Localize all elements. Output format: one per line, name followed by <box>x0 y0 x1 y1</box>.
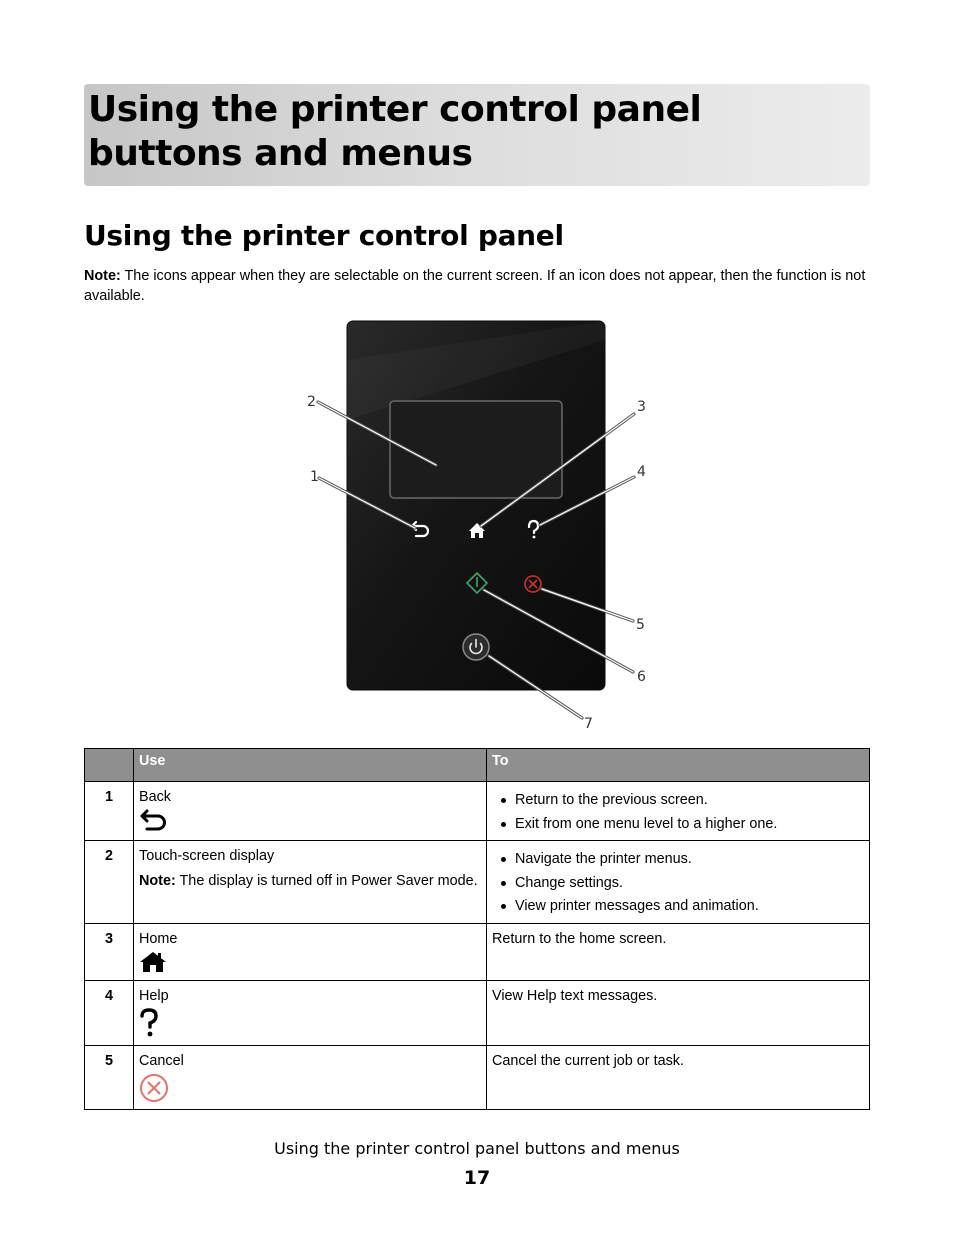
to-cell: Cancel the current job or task. <box>487 1045 870 1109</box>
callout-3: 3 <box>637 399 646 415</box>
home-icon <box>139 951 167 973</box>
header-num <box>85 749 134 782</box>
table-row <box>85 980 870 1045</box>
use-cell <box>134 1045 487 1109</box>
page-number: 17 <box>463 1167 491 1189</box>
header-to: To <box>487 749 870 782</box>
use-cell <box>134 923 487 980</box>
row-number: 2 <box>85 841 134 924</box>
chapter-title: Using the printer control panel buttons and menus <box>88 89 702 174</box>
touch-screen-display[interactable] <box>390 401 562 498</box>
back-icon <box>139 809 169 831</box>
callout-4: 4 <box>637 464 646 480</box>
callout-5: 5 <box>636 617 645 633</box>
use-label: Touch-screen display <box>139 848 275 864</box>
cancel-icon <box>139 1073 169 1103</box>
intro-note <box>84 266 874 306</box>
to-cell <box>487 782 870 841</box>
button-reference-table <box>84 748 870 1110</box>
header-use: Use <box>134 749 487 782</box>
use-label: Back <box>139 789 171 805</box>
list-item: Exit from one menu level to a higher one. <box>492 813 864 837</box>
use-cell <box>134 782 487 841</box>
callout-1: 1 <box>310 469 319 485</box>
callout-6: 6 <box>637 669 646 685</box>
use-label: Home <box>139 930 178 947</box>
power-icon[interactable] <box>463 634 489 660</box>
use-label: Help <box>139 987 169 1004</box>
row-note-label: Note: <box>139 873 176 889</box>
callout-2: 2 <box>307 394 316 410</box>
row-number: 5 <box>85 1045 134 1109</box>
table-row <box>85 841 870 924</box>
control-panel-figure <box>300 318 660 736</box>
footer-title: Using the printer control panel buttons and menus <box>274 1139 680 1158</box>
table-header-row <box>85 749 870 782</box>
row-number: 4 <box>85 980 134 1045</box>
table-row <box>85 782 870 841</box>
row-number: 3 <box>85 923 134 980</box>
list-item: View printer messages and animation. <box>492 895 864 919</box>
note-label: Note: <box>84 268 121 284</box>
use-label: Cancel <box>139 1052 184 1069</box>
use-cell <box>134 980 487 1045</box>
list-item: Navigate the printer menus. <box>492 848 864 872</box>
table-row <box>85 923 870 980</box>
row-number: 1 <box>85 782 134 841</box>
to-cell: Return to the home screen. <box>487 923 870 980</box>
table-row <box>85 1045 870 1109</box>
section-title: Using the printer control panel <box>84 219 564 252</box>
callout-7: 7 <box>584 716 593 732</box>
to-cell <box>487 841 870 924</box>
note-text: The icons appear when they are selectable on the current screen. If an icon does not appear, then the function is not available. <box>84 268 866 304</box>
row-note <box>139 871 481 891</box>
help-icon <box>139 1008 159 1038</box>
list-item: Return to the previous screen. <box>492 789 864 813</box>
to-cell: View Help text messages. <box>487 980 870 1045</box>
use-cell <box>134 841 487 924</box>
list-item: Change settings. <box>492 872 864 896</box>
row-note-text: The display is turned off in Power Saver mode. <box>175 873 478 889</box>
